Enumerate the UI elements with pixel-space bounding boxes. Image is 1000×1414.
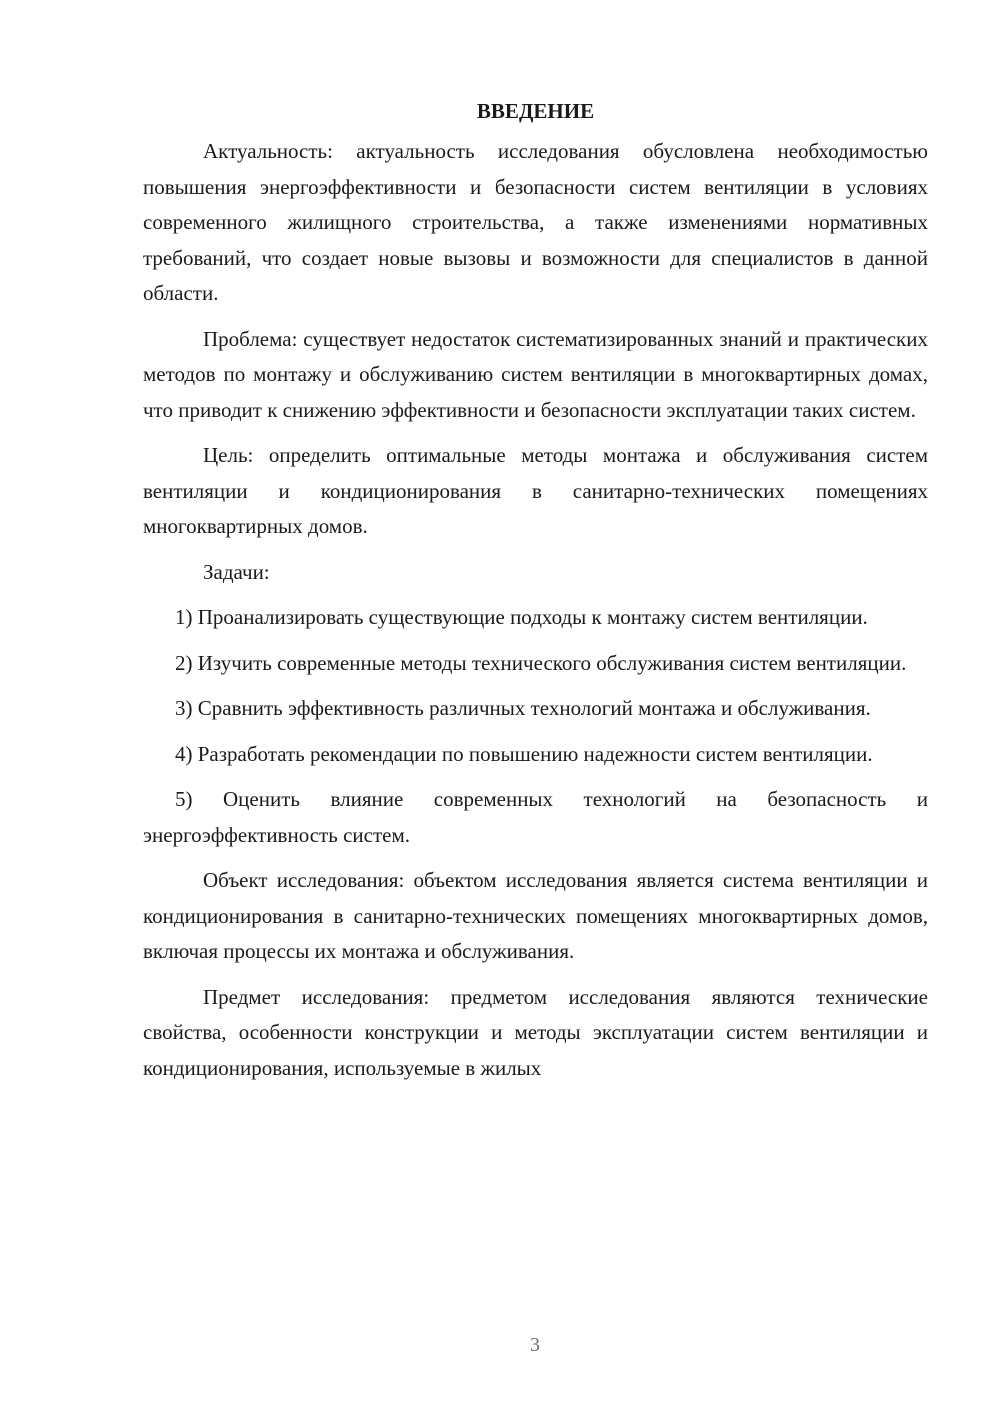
page-content [143,96,928,1096]
paragraph-problem: Проблема: существует недостаток систематизированных знаний и практических методов по монтажу и обслуживанию систем вентиляции в многоквартирных домах, что приводит к снижению эффективности и безопасности эксплуатации таких систем. [143,326,928,422]
paragraph-subject: Предмет исследования: предметом исследования являются технические свойства, особенности конструкции и методы эксплуатации систем вентиляции и кондиционирования, используемые в жилых [143,984,928,1080]
task-item-2: 2) Изучить современные методы технического обслуживания систем вентиляции. [175,650,907,675]
task-item-3: 3) Сравнить эффективность различных технологий монтажа и обслуживания. [175,696,871,720]
page-number: 3 [530,1334,540,1356]
task-item-4: 4) Разработать рекомендации по повышению надежности систем вентиляции. [175,741,873,766]
task-item-1: 1) Проанализировать существующие подходы к монтажу систем вентиляции. [175,605,868,629]
tasks-heading: Задачи: [203,559,270,584]
paragraph-goal: Цель: определить оптимальные методы монтажа и обслуживания систем вентиляции и кондиционирования в санитарно-технических помещениях многоквартирных домов. [143,443,928,538]
task-item-5: 5) Оценить влияние современных технологий на безопасность и энергоэффективность систем. [143,787,928,847]
paragraph-object: Объект исследования: объектом исследования является система вентиляции и кондиционирования в санитарно-технических помещениях многоквартирных домов, включая процессы их монтажа и обслуживания. [143,868,928,963]
section-title: ВВЕДЕНИЕ [476,99,595,123]
paragraph-relevance: Актуальность: актуальность исследования обусловлена необходимостью повышения энергоэффективности и безопасности систем вентиляции в условиях современного жилищного строительства, а также изменениями нормативных требований, что создает новые вызовы и возможности для специалистов в данной области. [143,139,928,305]
